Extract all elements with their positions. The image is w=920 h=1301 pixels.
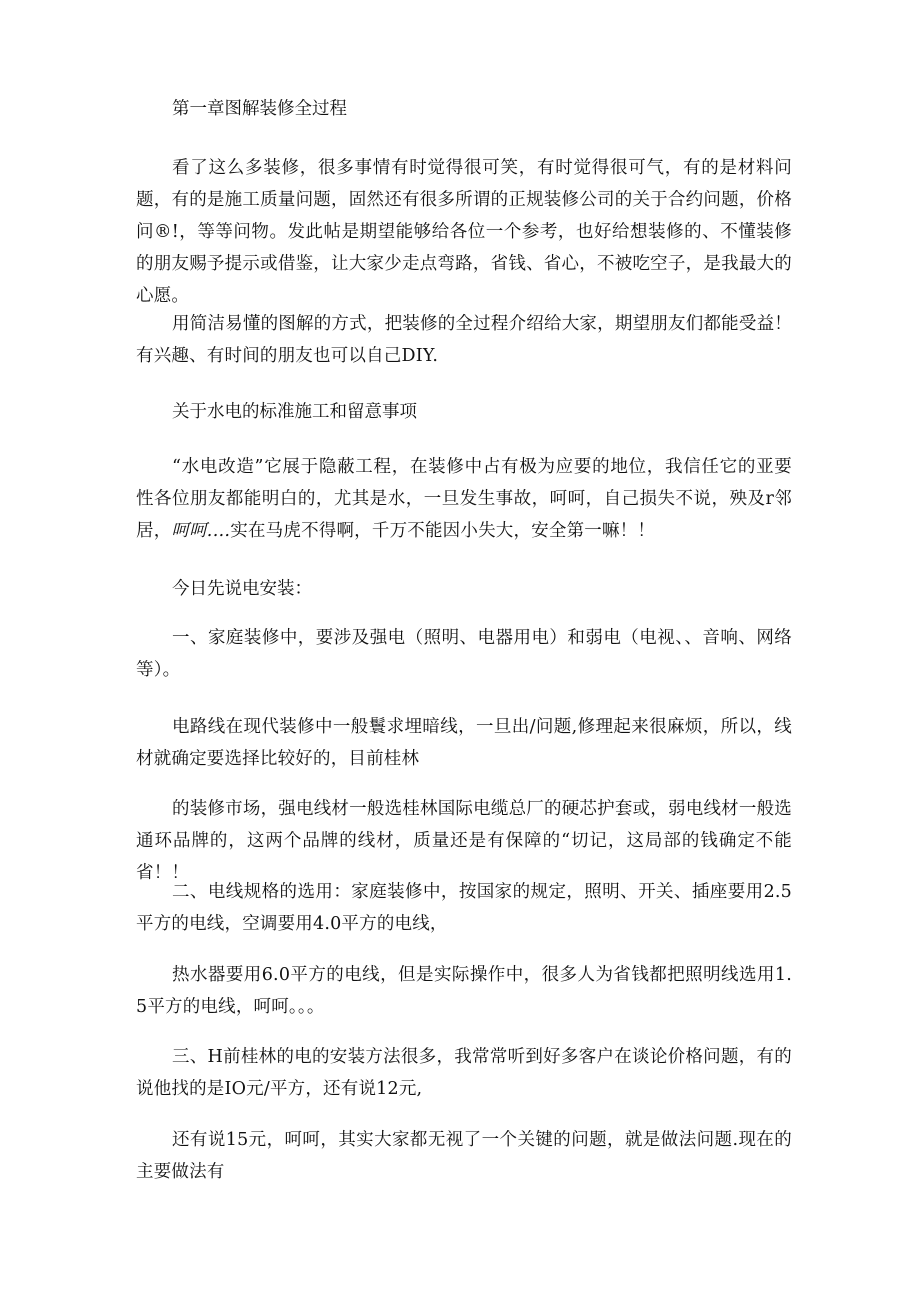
hidden-works-text: “水电改造”它展于隐蔽工程，在装修中占有极为应要的地位，我信任它的亚要性各位朋友都能明白的，尤其是水，一旦发生事故，呵呵，自己损失不说，殃及r邻居， [136, 457, 792, 541]
hidden-works-tail: 实在马虎不得啊，千万不能因小失大，安全第一嘛！！ [230, 521, 656, 541]
paragraph-item-three: 三、H前桂林的电的安装方法很多，我常常听到好多客户在谈论价格问题，有的说他找的是IO元/平方，还有说12元, [136, 1047, 792, 1099]
paragraph-wire-brands: 的装修市场，强电线材一般选桂林国际电缆总厂的硬芯护套或，弱电线材一般选通环品牌的，这两个品牌的线材，质量还是有保障的“切记，这局部的钱确定不能省！！ [136, 799, 792, 883]
paragraph-method: 用简洁易懂的图解的方式，把装修的全过程介绍给大家，期望朋友们都能受益！有兴趣、有时间的朋友也可以自己DIY. [136, 314, 792, 366]
paragraph-hidden-works [136, 451, 792, 547]
paragraph-wiring: 电路线在现代装修中一般鬟求埋暗线，一旦出/问题,修理起来很麻烦，所以，线材就确定要选择比较好的，目前桂林 [136, 717, 792, 769]
chapter-title: 第一章图解装修全过程 [172, 99, 347, 119]
section-heading-plumbing-electrical: 关于水电的标准施工和留意事项 [172, 402, 417, 422]
paragraph-item-two: 二、电线规格的选用：家庭装修中，按国家的规定，照明、开关、插座要用2.5平方的电线，空调要用4.0平方的电线， [136, 882, 792, 934]
paragraph-water-heater: 热水器要用6.0平方的电线，但是实际操作中，很多人为省钱都把照明线选用1.5平方的电线，呵呵。。。 [136, 965, 792, 1017]
paragraph-item-one: 一、家庭装修中，要涉及强电（照明、电器用电）和弱电（电视、、音响、网络等）。 [136, 628, 792, 680]
section-heading-electrical: 今日先说电安装： [172, 579, 312, 599]
paragraph-methods: 还有说15元，呵呵，其实大家都无视了一个关键的问题，就是做法问题.现在的主要做法有 [136, 1130, 792, 1182]
paragraph-intro: 看了这么多装修，很多事情有时觉得很可笑，有时觉得很可气，有的是材料问题，有的是施工质量问题，固然还有很多所谓的正规装修公司的关于合约问题，价格问®!，等等问物。发此帖是期望能够给各位一个参考，也好给想装修的、不懂装修的朋友赐予提示或借鉴，让大家少走点弯路，省钱、省心，不被吃空子，是我最大的心愿。 [136, 158, 792, 306]
hidden-works-italic: 呵呵.… [171, 521, 231, 541]
